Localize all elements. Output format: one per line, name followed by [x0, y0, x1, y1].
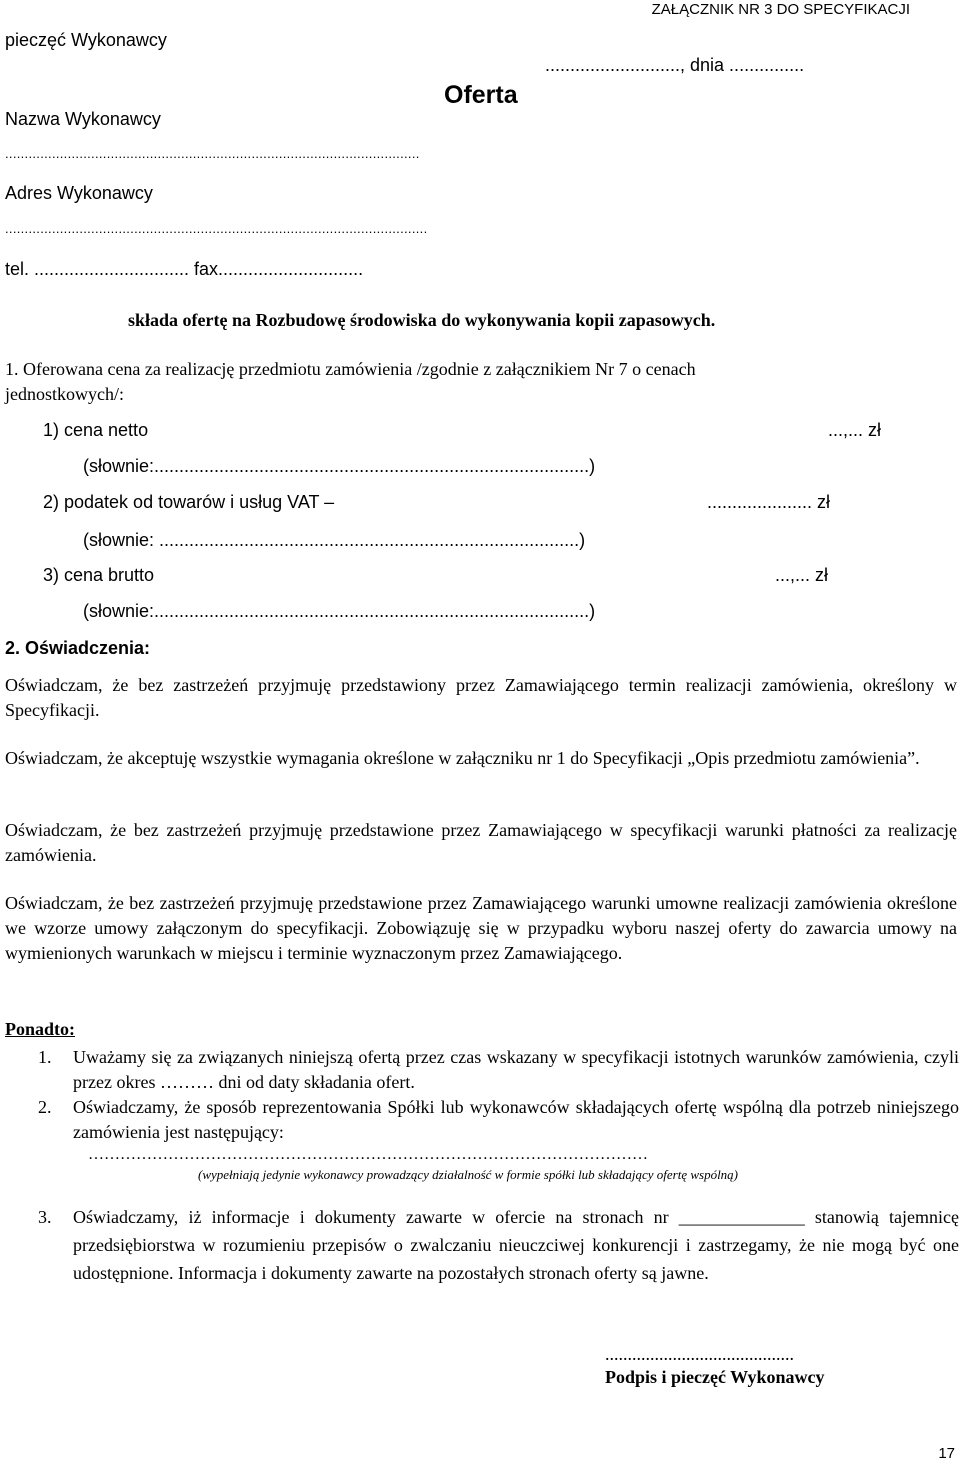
stamp-label: pieczęć Wykonawcy: [5, 30, 167, 50]
statement-2: Oświadczam, że akceptuję wszystkie wymagania określone w załączniku nr 1 do Specyfikacji „Opis przedmiotu zamówienia”.: [5, 748, 920, 768]
ponadto-heading: Ponadto:: [5, 1019, 76, 1039]
intro-line: składa ofertę na Rozbudowę środowiska do wykonywania kopii zapasowych.: [128, 310, 716, 330]
section1-heading-line1: 1. Oferowana cena za realizację przedmiotu zamówienia /zgodnie z załącznikiem Nr 7 o cenach: [5, 359, 696, 379]
signature-label: Podpis i pieczęć Wykonawcy: [605, 1367, 825, 1387]
price-net-amount: ...,... zł: [828, 420, 882, 440]
statement-4: Oświadczam, że bez zastrzeżeń przyjmuję przedstawione przez Zamawiającego warunki umowne realizacji zamówienia określone we wzorze umowy załączonym do specyfikacji. Zobowiązuję się w przypadku wyboru naszej oferty do zawarcia umowy na wymienionych warunkach w miejscu i terminie wyznaczonym przez Zamawiającego.: [5, 893, 957, 963]
price-gross-amount: ...,... zł: [775, 565, 829, 585]
price-net-words: (słownie:.......................................................................................): [83, 456, 596, 476]
vat-amount: ..................... zł: [707, 492, 831, 512]
representation-dots: ……………………………………………………………………………………………: [88, 1146, 648, 1163]
page-number: 17: [938, 1445, 955, 1462]
contractor-address-dots: ............................................................................................................: [5, 221, 428, 236]
annex-label: ZAŁĄCZNIK NR 3 DO SPECYFIKACJI: [651, 1, 910, 18]
contractor-name-label: Nazwa Wykonawcy: [5, 109, 161, 129]
price-gross-words: (słownie:.......................................................................................): [83, 601, 596, 621]
point-1-number: 1.: [38, 1047, 52, 1067]
point-1-text: Uważamy się za związanych niniejszą ofertą przez czas wskazany w specyfikacji istotnych warunków zamówienia, czyli przez okres ……… dni od daty składania ofert.: [73, 1047, 959, 1092]
vat-label: 2) podatek od towarów i usług VAT –: [43, 492, 335, 512]
point-3-number: 3.: [38, 1207, 52, 1227]
price-gross-label: 3) cena brutto: [43, 565, 155, 585]
section1-heading-line2: jednostkowych/:: [5, 384, 124, 404]
point-2-text: Oświadczamy, że sposób reprezentowania Spółki lub wykonawców składających ofertę wspólną dla potrzeb niniejszego zamówienia jest następujący:: [73, 1097, 959, 1142]
contractor-contact: tel. ............................... fax.............................: [5, 259, 364, 279]
page-title: Oferta: [444, 81, 518, 109]
point-3-text: Oświadczamy, iż informacje i dokumenty zawarte w ofercie na stronach nr ______________ stanowią tajemnicę przedsiębiorstwa w rozumieniu przepisów o zwalczaniu nieuczciwej konkurencji i zastrzegamy, że nie mogą być one udostępnione. Informacja i dokumenty zawarte na pozostałych stronach oferty są jawne.: [73, 1207, 959, 1283]
representation-note: (wypełniają jedynie wykonawcy prowadzący działalność w formie spółki lub składający ofertę wspólną): [198, 1167, 739, 1182]
point-2-number: 2.: [38, 1097, 52, 1117]
contractor-address-label: Adres Wykonawcy: [5, 183, 153, 203]
statement-3: Oświadczam, że bez zastrzeżeń przyjmuję przedstawione przez Zamawiającego w specyfikacji warunki płatności za realizację zamówienia.: [5, 820, 957, 865]
signature-dots: ..........................................: [605, 1344, 794, 1364]
date-line: ..........................., dnia ...............: [545, 55, 805, 75]
section2-heading: 2. Oświadczenia:: [5, 638, 151, 658]
statement-1: Oświadczam, że bez zastrzeżeń przyjmuję przedstawiony przez Zamawiającego termin realizacji zamówienia, określony w Specyfikacji.: [5, 675, 957, 720]
vat-words: (słownie: ....................................................................................): [83, 530, 586, 550]
price-net-label: 1) cena netto: [43, 420, 149, 440]
contractor-name-dots: ..........................................................................................................: [5, 146, 420, 161]
